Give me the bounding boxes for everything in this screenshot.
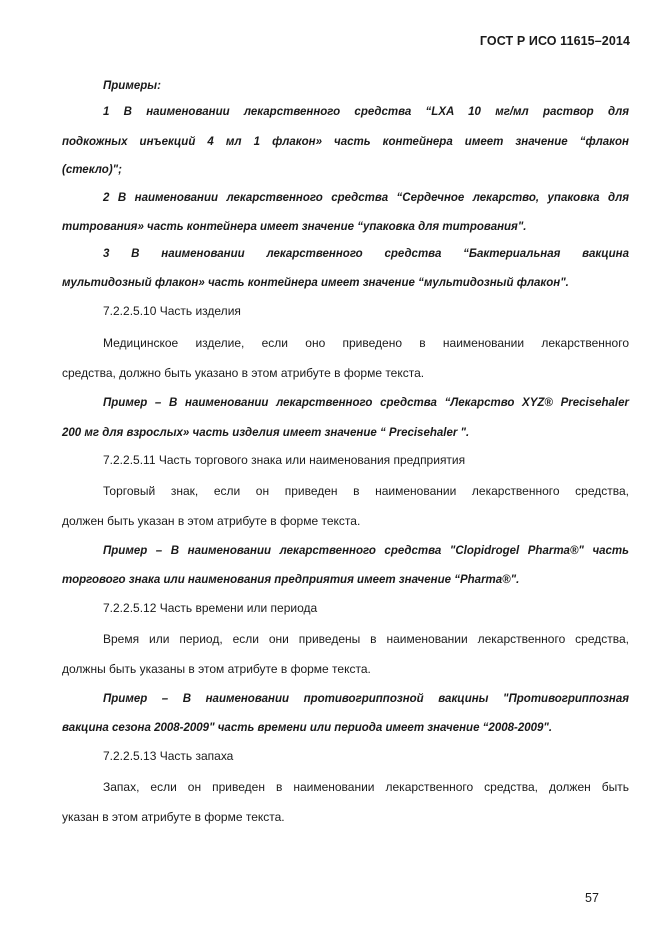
example-trademark-line-2: торгового знака или наименования предприятия имеет значение “Pharma®". xyxy=(62,574,520,586)
paragraph-scent-line-1: Запах, если он приведен в наименовании лекарственного средства, должен быть xyxy=(103,780,629,794)
example-1-line-3: (стекло)"; xyxy=(62,164,122,176)
example-3-line-2: мультидозный флакон» часть контейнера имеет значение “мультидозный флакон". xyxy=(62,277,569,289)
section-heading-7-2-2-5-10: 7.2.2.5.10 Часть изделия xyxy=(103,304,241,318)
paragraph-period-line-1: Время или период, если они приведены в наименовании лекарственного средства, xyxy=(103,632,629,646)
example-2-line-2: титрования» часть контейнера имеет значение “упаковка для титрования". xyxy=(62,221,527,233)
example-period-line-1: Пример – В наименовании противогриппозной вакцины "Противогриппозная xyxy=(103,693,629,705)
example-trademark-line-1: Пример – В наименовании лекарственного средства "Clopidrogel Pharma®" часть xyxy=(103,545,629,557)
example-period-line-2: вакцина сезона 2008-2009" часть времени или периода имеет значение “2008-2009". xyxy=(62,722,553,734)
example-1-line-1: 1 В наименовании лекарственного средства “LXA 10 мг/мл раствор для xyxy=(103,106,629,118)
paragraph-period-line-2: должны быть указаны в этом атрибуте в форме текста. xyxy=(62,662,371,676)
document-header: ГОСТ Р ИСО 11615–2014 xyxy=(479,34,630,48)
paragraph-trademark-line-2: должен быть указан в этом атрибуте в форме текста. xyxy=(62,514,361,528)
section-heading-7-2-2-5-12: 7.2.2.5.12 Часть времени или периода xyxy=(103,601,318,615)
page-number: 57 xyxy=(585,891,599,905)
example-1-line-2: подкожных инъекций 4 мл 1 флакон» часть контейнера имеет значение “флакон xyxy=(62,136,629,148)
example-device-line-2: 200 мг для взрослых» часть изделия имеет значение “ Precisehaler ". xyxy=(62,427,470,439)
example-2-line-1: 2 В наименовании лекарственного средства “Сердечное лекарство, упаковка для xyxy=(103,192,629,204)
paragraph-scent-line-2: указан в этом атрибуте в форме текста. xyxy=(62,810,285,824)
example-device-line-1: Пример – В наименовании лекарственного средства “Лекарство XYZ® Precisehaler xyxy=(103,397,629,409)
paragraph-device-line-1: Медицинское изделие, если оно приведено в наименовании лекарственного xyxy=(103,336,629,350)
paragraph-trademark-line-1: Торговый знак, если он приведен в наименовании лекарственного средства, xyxy=(103,484,629,498)
paragraph-device-line-2: средства, должно быть указано в этом атрибуте в форме текста. xyxy=(62,366,425,380)
example-3-line-1: 3 В наименовании лекарственного средства “Бактериальная вакцина xyxy=(103,248,629,260)
examples-heading: Примеры: xyxy=(103,80,161,92)
section-heading-7-2-2-5-11: 7.2.2.5.11 Часть торгового знака или наименования предприятия xyxy=(103,453,466,467)
section-heading-7-2-2-5-13: 7.2.2.5.13 Часть запаха xyxy=(103,749,234,763)
